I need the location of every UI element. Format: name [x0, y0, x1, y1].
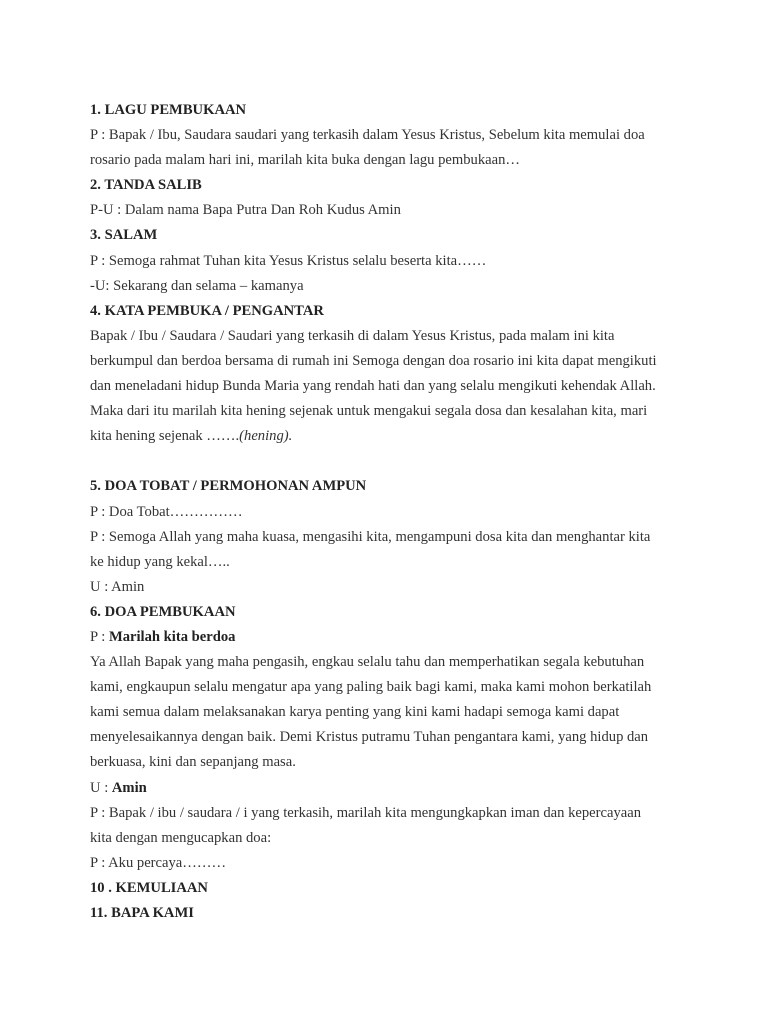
paragraph-line: berkumpul dan berdoa bersama di rumah ini Semoga dengan doa rosario ini kita dapat mengikuti [90, 352, 657, 369]
document-page [90, 98, 690, 926]
paragraph-line: menyelesaikannya dengan baik. Demi Kristus putramu Tuhan pengantara kami, yang hidup dan [90, 729, 649, 746]
paragraph-line: P : Aku percaya……… [90, 854, 227, 871]
heading-tanda-salib: 2. TANDA SALIB [90, 177, 202, 194]
paragraph-line: U : Amin [90, 578, 145, 595]
paragraph-line: P : Doa Tobat…………… [90, 503, 243, 520]
text-span: P : [90, 628, 109, 645]
paragraph-line: -U: Sekarang dan selama – kamanya [90, 277, 304, 294]
text-span: kita hening sejenak ……. [90, 428, 240, 445]
heading-bapa-kami: 11. BAPA KAMI [90, 905, 194, 921]
bold-text: Marilah kita berdoa [108, 628, 236, 645]
paragraph-line: rosario pada malam hari ini, marilah kita buka dengan lagu pembukaan… [90, 152, 520, 169]
paragraph-line [90, 424, 690, 449]
text-span: U : [90, 779, 112, 796]
paragraph-line: P : Bapak / Ibu, Saudara saudari yang terkasih dalam Yesus Kristus, Sebelum kita memulai doa [90, 127, 645, 144]
heading-lagu-pembukaan: 1. LAGU PEMBUKAAN [90, 102, 247, 118]
paragraph-line: P-U : Dalam nama Bapa Putra Dan Roh Kudus Amin [90, 202, 401, 219]
paragraph-line: ke hidup yang kekal….. [90, 553, 230, 570]
paragraph-line [90, 625, 690, 650]
paragraph-line: kami semua dalam melaksanakan karya penting yang kini kami hadapi semoga kami dapat [90, 704, 620, 721]
paragraph-line: Maka dari itu marilah kita hening sejenak untuk mengakui segala dosa dan kesalahan kita, mari [90, 403, 648, 420]
heading-doa-pembukaan: 6. DOA PEMBUKAAN [90, 603, 236, 620]
heading-salam: 3. SALAM [90, 227, 158, 244]
heading-kata-pembuka: 4. KATA PEMBUKA / PENGANTAR [90, 302, 324, 319]
paragraph-line: P : Semoga rahmat Tuhan kita Yesus Kristus selalu beserta kita…… [90, 252, 487, 269]
bold-text: Amin [111, 779, 147, 796]
paragraph-line: P : Semoga Allah yang maha kuasa, mengasihi kita, mengampuni dosa kita dan menghantar kita [90, 528, 651, 545]
italic-text: (hening). [239, 428, 293, 445]
paragraph-line: P : Bapak / ibu / saudara / i yang terkasih, marilah kita mengungkapkan iman dan kepercayaan [90, 804, 642, 821]
heading-doa-tobat: 5. DOA TOBAT / PERMOHONAN AMPUN [90, 478, 367, 495]
paragraph-line: dan meneladani hidup Bunda Maria yang rendah hati dan yang selalu mengikuti kehendak Allah. [90, 378, 656, 395]
paragraph-line [90, 776, 690, 801]
paragraph-line: kami, engkaupun selalu mengatur apa yang paling baik bagi kami, maka kami mohon berkatilah [90, 679, 652, 696]
paragraph-line: Ya Allah Bapak yang maha pengasih, engkau selalu tahu dan memperhatikan segala kebutuhan [90, 654, 645, 671]
paragraph-line: berkuasa, kini dan sepanjang masa. [90, 754, 296, 771]
paragraph-line: kita dengan mengucapkan doa: [90, 829, 272, 846]
heading-kemuliaan: 10 . KEMULIAAN [90, 879, 208, 896]
paragraph-line: Bapak / Ibu / Saudara / Saudari yang terkasih di dalam Yesus Kristus, pada malam ini kita [90, 327, 615, 344]
spacer [90, 449, 690, 474]
